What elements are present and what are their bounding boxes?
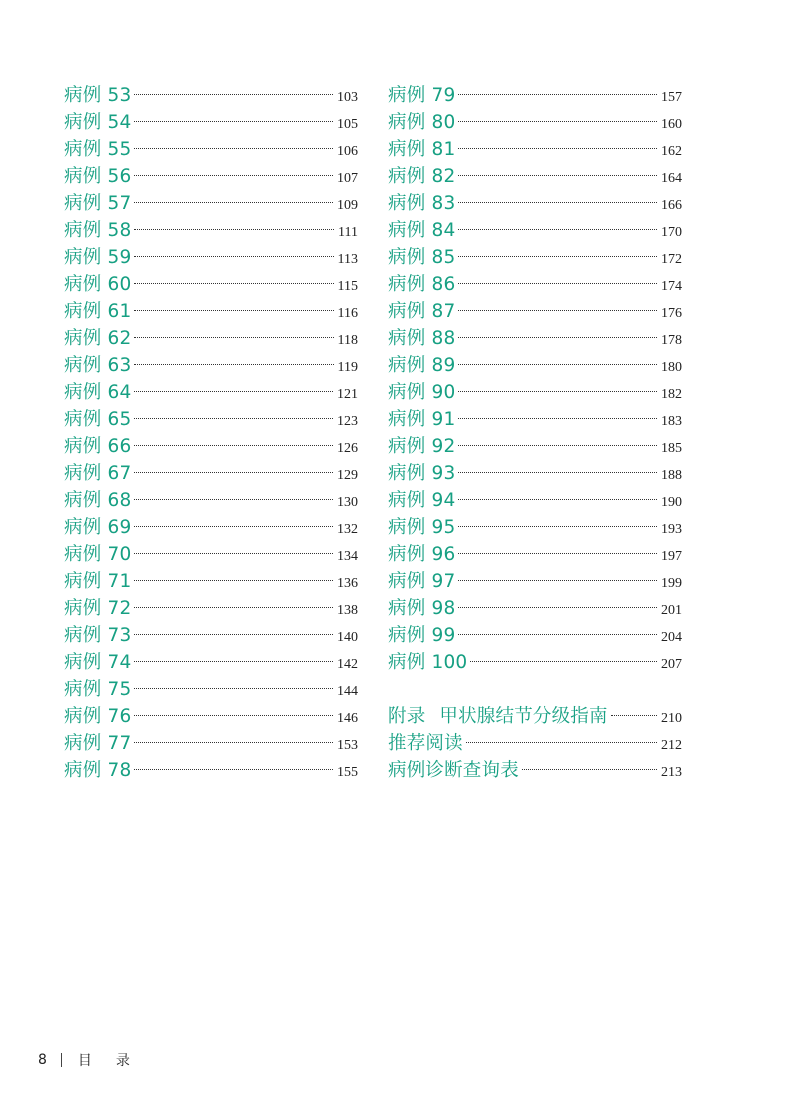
toc-entry-title: 病例 58 xyxy=(64,220,132,241)
toc-entry-label xyxy=(64,460,131,487)
dot-leader xyxy=(611,715,657,716)
toc-page-number: 157 xyxy=(661,90,682,105)
dot-leader xyxy=(134,94,333,95)
toc-entry-title: 病例 98 xyxy=(388,598,456,619)
toc-entry[interactable] xyxy=(64,514,358,541)
toc-entry-title: 病例 56 xyxy=(64,166,132,187)
toc-page-number: 105 xyxy=(337,117,358,132)
dot-leader xyxy=(134,121,333,122)
toc-page-number: 116 xyxy=(337,306,358,321)
toc-entry[interactable] xyxy=(64,541,358,568)
dot-leader xyxy=(134,202,333,203)
toc-entry-title: 病例 79 xyxy=(388,85,456,106)
dot-leader xyxy=(458,175,657,176)
toc-entry-label xyxy=(388,649,467,676)
toc-entry-title: 病例 77 xyxy=(64,733,132,754)
dot-leader xyxy=(458,202,657,203)
toc-entry[interactable] xyxy=(64,325,358,352)
toc-entry-label xyxy=(388,82,455,109)
toc-entry[interactable] xyxy=(64,379,358,406)
toc-page-number: 126 xyxy=(337,441,358,456)
toc-entry-title: 病例 64 xyxy=(64,382,132,403)
toc-entry[interactable] xyxy=(388,244,682,271)
toc-page-number: 160 xyxy=(661,117,682,132)
footer-divider xyxy=(61,1053,62,1067)
toc-entry-title: 病例 76 xyxy=(64,706,132,727)
toc-page-number: 107 xyxy=(337,171,358,186)
dot-leader xyxy=(458,526,657,527)
toc-entry-label xyxy=(64,163,131,190)
toc-page-number: 146 xyxy=(337,711,358,726)
toc-entry-label xyxy=(64,568,131,595)
toc-page-number: 193 xyxy=(661,522,682,537)
toc-entry[interactable] xyxy=(64,298,358,325)
toc-entry[interactable] xyxy=(64,136,358,163)
running-title: 目录 xyxy=(77,1053,154,1069)
toc-entry-label xyxy=(388,109,455,136)
dot-leader xyxy=(458,229,657,230)
dot-leader xyxy=(134,364,333,365)
toc-page-number: 213 xyxy=(661,765,682,780)
toc-entry[interactable] xyxy=(64,730,358,757)
toc-entry-title: 病例 73 xyxy=(64,625,132,646)
toc-entry-title: 病例 65 xyxy=(64,409,132,430)
dot-leader xyxy=(134,742,333,743)
toc-entry[interactable] xyxy=(64,190,358,217)
toc-entry-title: 病例 72 xyxy=(64,598,132,619)
dot-leader xyxy=(134,607,333,608)
toc-entry-label xyxy=(388,541,455,568)
toc-page-number: 155 xyxy=(337,765,358,780)
toc-entry[interactable] xyxy=(388,433,682,460)
toc-entry-label xyxy=(64,379,131,406)
toc-page-number: 123 xyxy=(337,414,358,429)
dot-leader xyxy=(134,310,333,311)
toc-entry-title: 病例 92 xyxy=(388,436,456,457)
toc-entry-title: 病例 54 xyxy=(64,112,132,133)
toc-entry-title: 病例 97 xyxy=(388,571,456,592)
dot-leader xyxy=(458,364,657,365)
toc-entry-title: 病例 80 xyxy=(388,112,456,133)
dot-leader xyxy=(458,337,657,338)
toc-entry-label xyxy=(64,676,131,703)
toc-entry[interactable] xyxy=(388,514,682,541)
toc-entry-label xyxy=(388,163,455,190)
toc-entry-title: 病例 83 xyxy=(388,193,456,214)
toc-page-number: 164 xyxy=(661,171,682,186)
dot-leader xyxy=(134,688,333,689)
toc-entry-label xyxy=(388,460,455,487)
toc-page-number: 121 xyxy=(337,387,358,402)
toc-entry-label xyxy=(64,730,131,757)
toc-page-number: 142 xyxy=(337,657,358,672)
toc-entry-title: 病例 88 xyxy=(388,328,456,349)
toc-entry[interactable] xyxy=(64,433,358,460)
toc-entry-label xyxy=(388,244,455,271)
toc-entry[interactable] xyxy=(64,406,358,433)
toc-page-number: 201 xyxy=(661,603,682,618)
dot-leader xyxy=(466,742,657,743)
toc-entry-title: 病例 55 xyxy=(64,139,132,160)
toc-page-number: 207 xyxy=(661,657,682,672)
toc-entry-title: 病例 67 xyxy=(64,463,132,484)
toc-entry[interactable] xyxy=(64,703,358,730)
toc-column-right xyxy=(388,82,682,784)
toc-entry[interactable] xyxy=(388,136,682,163)
toc-page-number: 162 xyxy=(661,144,682,159)
toc-entry-label xyxy=(388,379,455,406)
toc-entry[interactable] xyxy=(64,460,358,487)
toc-entry-title: 病例 91 xyxy=(388,409,456,430)
dot-leader xyxy=(458,580,657,581)
toc-entry-title: 病例 90 xyxy=(388,382,456,403)
toc-entry[interactable] xyxy=(388,460,682,487)
toc-entry-title: 病例 93 xyxy=(388,463,456,484)
toc-entry[interactable] xyxy=(388,541,682,568)
toc-page-number: 170 xyxy=(661,225,682,240)
toc-entry-title: 病例 69 xyxy=(64,517,132,538)
toc-entry-label xyxy=(64,757,131,784)
toc-entry[interactable] xyxy=(64,595,358,622)
toc-page-number: 174 xyxy=(661,279,682,294)
dot-leader xyxy=(134,445,333,446)
toc-page-number: 111 xyxy=(338,225,358,240)
toc-entry-label xyxy=(388,298,455,325)
toc-entry-label xyxy=(388,730,463,757)
toc-entry-title: 病例 99 xyxy=(388,625,456,646)
dot-leader xyxy=(458,256,657,257)
toc-entry[interactable] xyxy=(388,757,682,784)
toc-entry-label xyxy=(388,433,455,460)
toc-entry-title: 病例 68 xyxy=(64,490,132,511)
toc-entry-title: 病例 87 xyxy=(388,301,456,322)
dot-leader xyxy=(134,634,333,635)
dot-leader xyxy=(458,499,657,500)
dot-leader xyxy=(458,418,657,419)
toc-entry-title: 病例 84 xyxy=(388,220,456,241)
toc-entry[interactable] xyxy=(64,244,358,271)
toc-page-number: 113 xyxy=(337,252,358,267)
toc-entry[interactable] xyxy=(388,568,682,595)
toc-entry[interactable] xyxy=(388,487,682,514)
toc-entry-title: 病例 57 xyxy=(64,193,132,214)
toc-page-number: 197 xyxy=(661,549,682,564)
toc-entry-label xyxy=(64,190,131,217)
toc-page-number: 172 xyxy=(661,252,682,267)
toc-entry-label xyxy=(388,568,455,595)
toc-entry-label xyxy=(388,352,455,379)
toc-entry[interactable] xyxy=(388,406,682,433)
toc-entry[interactable] xyxy=(388,649,682,676)
dot-leader xyxy=(134,769,333,770)
toc-entry-label xyxy=(388,325,455,352)
toc-entry[interactable] xyxy=(388,622,682,649)
toc-entry-label xyxy=(388,271,455,298)
toc-entry-label xyxy=(64,136,131,163)
toc-page-number: 153 xyxy=(337,738,358,753)
toc-entry[interactable] xyxy=(64,82,358,109)
toc-page-number: 132 xyxy=(337,522,358,537)
toc-entry-title: 病例 94 xyxy=(388,490,456,511)
dot-leader xyxy=(458,310,657,311)
toc-page-number: 190 xyxy=(661,495,682,510)
toc-entry[interactable] xyxy=(64,271,358,298)
toc-entry-label xyxy=(388,622,455,649)
toc-entry-title: 推荐阅读 xyxy=(388,733,463,754)
toc-entry-label xyxy=(64,487,131,514)
toc-entry[interactable] xyxy=(64,649,358,676)
page-number: 8 xyxy=(38,1052,47,1068)
toc-entry-label xyxy=(388,136,455,163)
toc-page-number: 129 xyxy=(337,468,358,483)
toc-entry[interactable] xyxy=(64,352,358,379)
dot-leader xyxy=(134,229,334,230)
toc-entry-label xyxy=(388,595,455,622)
toc-page-number: 136 xyxy=(337,576,358,591)
toc-page-number: 130 xyxy=(337,495,358,510)
toc-page-number: 204 xyxy=(661,630,682,645)
toc-entry-label xyxy=(388,514,455,541)
dot-leader xyxy=(458,148,657,149)
toc-entry[interactable] xyxy=(64,487,358,514)
dot-leader xyxy=(458,634,657,635)
toc-entry-label xyxy=(64,649,131,676)
dot-leader xyxy=(458,391,657,392)
toc-entry-label xyxy=(64,352,131,379)
toc-entry[interactable] xyxy=(388,703,682,730)
dot-leader xyxy=(134,499,333,500)
toc-entry-label xyxy=(64,514,131,541)
dot-leader xyxy=(134,580,333,581)
toc-entry-label xyxy=(388,487,455,514)
toc-entry-title: 病例 85 xyxy=(388,247,456,268)
toc-page-number: 188 xyxy=(661,468,682,483)
toc-entry-title: 病例 81 xyxy=(388,139,456,160)
toc-entry[interactable] xyxy=(64,622,358,649)
toc-entry-title: 病例 82 xyxy=(388,166,456,187)
toc-entry-title: 病例 78 xyxy=(64,760,132,781)
toc-entry-title: 病例 71 xyxy=(64,571,132,592)
toc-entry[interactable] xyxy=(64,163,358,190)
dot-leader xyxy=(458,607,657,608)
dot-leader xyxy=(458,94,657,95)
toc-entry-label xyxy=(64,595,131,622)
toc-page-number: 176 xyxy=(661,306,682,321)
toc-page-number: 109 xyxy=(337,198,358,213)
dot-leader xyxy=(134,472,333,473)
toc-entry[interactable] xyxy=(388,352,682,379)
toc-entry-title: 病例 86 xyxy=(388,274,456,295)
toc-entry[interactable] xyxy=(64,568,358,595)
dot-leader xyxy=(134,256,333,257)
toc-entry[interactable] xyxy=(388,271,682,298)
dot-leader xyxy=(134,553,333,554)
toc-page-number: 138 xyxy=(337,603,358,618)
toc-entry-subtitle: 甲状腺结节分级指南 xyxy=(439,706,608,727)
dot-leader xyxy=(522,769,657,770)
toc-page-number: 134 xyxy=(337,549,358,564)
toc-entry-title: 病例 70 xyxy=(64,544,132,565)
toc-page-number: 115 xyxy=(337,279,358,294)
toc-entry-title: 病例 100 xyxy=(388,652,468,673)
toc-entry-title: 病例 63 xyxy=(64,355,132,376)
toc-entry[interactable] xyxy=(388,217,682,244)
toc-entry-label xyxy=(64,82,131,109)
toc-page-number: 180 xyxy=(661,360,682,375)
dot-leader xyxy=(134,391,333,392)
toc-entry[interactable] xyxy=(388,298,682,325)
toc-entry[interactable] xyxy=(64,676,358,703)
toc-entry-label xyxy=(388,406,455,433)
toc-entry-label xyxy=(388,703,608,730)
toc-page-number: 119 xyxy=(337,360,358,375)
dot-leader xyxy=(134,148,333,149)
toc-entry-label xyxy=(64,244,131,271)
toc-entry-title: 病例 75 xyxy=(64,679,132,700)
dot-leader xyxy=(458,472,657,473)
toc-entry-label xyxy=(388,757,519,784)
dot-leader xyxy=(134,337,333,338)
dot-leader xyxy=(134,661,333,662)
toc-entry-title: 附录 xyxy=(388,706,426,727)
toc-entry[interactable] xyxy=(388,379,682,406)
toc-entry-title: 病例 96 xyxy=(388,544,456,565)
toc-page-number: 185 xyxy=(661,441,682,456)
toc-page-number: 199 xyxy=(661,576,682,591)
toc-page-number: 183 xyxy=(661,414,682,429)
toc-entry-label xyxy=(64,298,131,325)
toc-entry[interactable] xyxy=(388,109,682,136)
toc-page-number: 210 xyxy=(661,711,682,726)
toc-page-number: 166 xyxy=(661,198,682,213)
toc-entry[interactable] xyxy=(388,595,682,622)
dot-leader xyxy=(458,283,657,284)
toc-entry-label xyxy=(388,190,455,217)
toc-entry-label xyxy=(64,433,131,460)
toc-entry[interactable] xyxy=(64,109,358,136)
toc-entry-label xyxy=(64,622,131,649)
toc-entry-title: 病例 53 xyxy=(64,85,132,106)
toc-entry-label xyxy=(64,217,131,244)
toc-entry-title: 病例 66 xyxy=(64,436,132,457)
toc-entry[interactable] xyxy=(388,163,682,190)
toc-entry[interactable] xyxy=(388,82,682,109)
toc-entry-title: 病例 89 xyxy=(388,355,456,376)
page-footer xyxy=(38,1050,154,1070)
dot-leader xyxy=(134,418,333,419)
dot-leader xyxy=(134,283,333,284)
dot-leader xyxy=(134,175,333,176)
dot-leader xyxy=(134,715,333,716)
dot-leader xyxy=(458,553,657,554)
toc-entry-title: 病例诊断查询表 xyxy=(388,760,519,781)
toc-entry-label xyxy=(64,703,131,730)
toc-page-number: 140 xyxy=(337,630,358,645)
toc-entry-label xyxy=(64,271,131,298)
dot-leader xyxy=(470,661,657,662)
toc-entry-title: 病例 74 xyxy=(64,652,132,673)
toc-page-number: 106 xyxy=(337,144,358,159)
toc-page-number: 103 xyxy=(337,90,358,105)
toc-page-number: 118 xyxy=(337,333,358,348)
toc-entry[interactable] xyxy=(64,757,358,784)
toc-entry[interactable] xyxy=(64,217,358,244)
dot-leader xyxy=(458,445,657,446)
toc-page-number: 178 xyxy=(661,333,682,348)
toc-entry-title: 病例 60 xyxy=(64,274,132,295)
toc-entry-label xyxy=(64,541,131,568)
toc-page-number: 144 xyxy=(337,684,358,699)
toc-column-left xyxy=(64,82,358,784)
toc-entry-label xyxy=(64,109,131,136)
toc-entry-title: 病例 95 xyxy=(388,517,456,538)
dot-leader xyxy=(458,121,657,122)
toc-entry-title: 病例 59 xyxy=(64,247,132,268)
toc-entry[interactable] xyxy=(388,325,682,352)
toc-entry-label xyxy=(64,406,131,433)
toc-page-number: 212 xyxy=(661,738,682,753)
toc-entry-label xyxy=(388,217,455,244)
toc-entry[interactable] xyxy=(388,190,682,217)
dot-leader xyxy=(134,526,333,527)
toc-entry-label xyxy=(64,325,131,352)
toc-entry-title: 病例 62 xyxy=(64,328,132,349)
toc-entry[interactable] xyxy=(388,730,682,757)
toc-entry-title: 病例 61 xyxy=(64,301,132,322)
toc-page-number: 182 xyxy=(661,387,682,402)
